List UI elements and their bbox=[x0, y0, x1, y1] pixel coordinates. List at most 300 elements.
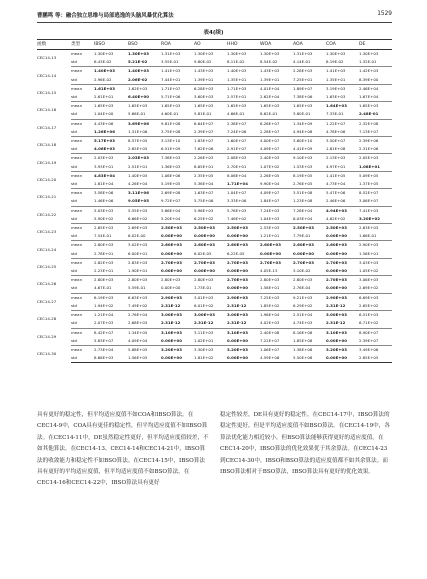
value-cell: 3.80E-01 bbox=[293, 110, 326, 119]
value-cell: 2.48E-01 bbox=[359, 110, 392, 119]
value-cell: 1.71E+07 bbox=[161, 85, 181, 91]
value-cell: 3.50E+07 bbox=[326, 138, 346, 144]
value-cell: 2.53E+03 bbox=[260, 225, 280, 231]
value-cell: 3.20E+03 bbox=[161, 346, 182, 352]
value-cell: 7.79E-01 bbox=[293, 232, 326, 241]
function-name-cell: CEC14-18 bbox=[37, 142, 57, 148]
value-cell: 5.59E-01 bbox=[128, 284, 161, 293]
value-cell: 3.01E+03 bbox=[194, 294, 214, 300]
value-cell: 2.31E+06 bbox=[359, 145, 392, 154]
value-cell: 0.00E+00 bbox=[161, 284, 194, 293]
value-cell: 1.67E+04 bbox=[359, 93, 392, 102]
value-cell: 2.03E+03 bbox=[128, 155, 149, 161]
value-cell: 0.00E+00 bbox=[227, 232, 260, 241]
value-cell: 1.81E+02 bbox=[194, 354, 227, 363]
value-cell: 1.81E+08 bbox=[326, 145, 359, 154]
value-cell: 6.01E+02 bbox=[194, 302, 227, 311]
value-cell: 8.16E+08 bbox=[293, 329, 313, 335]
function-name-cell: CEC14-25 bbox=[37, 263, 57, 269]
value-cell: 6.71E+02 bbox=[359, 319, 392, 328]
value-cell: 1.40E+03 bbox=[128, 68, 149, 74]
table-row bbox=[37, 276, 392, 285]
table-row bbox=[37, 197, 392, 206]
value-cell: 5.86E+04 bbox=[161, 207, 181, 213]
value-cell: 3.20E+02 bbox=[359, 215, 392, 224]
value-cell: 1.26E+06 bbox=[94, 128, 128, 137]
value-cell: 1.64E+03 bbox=[326, 103, 347, 109]
value-cell: 2.06E-02 bbox=[128, 76, 161, 85]
table-row bbox=[37, 154, 392, 163]
value-cell: 5.96E+03 bbox=[194, 207, 214, 213]
table-row bbox=[37, 119, 392, 128]
table-row bbox=[37, 67, 392, 76]
value-cell: 5.90E+02 bbox=[94, 215, 128, 224]
value-cell: 2.76E-04 bbox=[293, 284, 326, 293]
function-name-cell: CEC14-26 bbox=[37, 281, 57, 287]
value-cell: 3.49E+06 bbox=[359, 346, 379, 352]
value-cell: 2.31E-12 bbox=[326, 302, 359, 311]
value-cell: 2.35E+05 bbox=[194, 172, 214, 178]
value-cell: 2.69E+08 bbox=[161, 190, 181, 196]
value-cell: 7.46E+02 bbox=[227, 215, 260, 224]
value-cell: 3.11E+03 bbox=[194, 329, 214, 335]
value-cell: 1.30E+03 bbox=[227, 51, 247, 56]
statistic-type-cell: std bbox=[71, 337, 94, 346]
statistic-type-cell: mean bbox=[71, 172, 83, 178]
value-cell: 3.51E+08 bbox=[293, 190, 313, 196]
value-cell: 3.10E+03 bbox=[161, 329, 182, 335]
value-cell: 1.65E+03 bbox=[227, 103, 247, 109]
value-cell: 3.03E+03 bbox=[359, 259, 379, 265]
value-cell: 0.00E+00 bbox=[194, 232, 227, 241]
statistic-type-cell: std bbox=[71, 163, 94, 172]
value-cell: 3.58E+06 bbox=[94, 190, 114, 196]
value-cell: 2.69E+03 bbox=[128, 225, 148, 231]
column-header: AOA bbox=[293, 40, 326, 50]
value-cell: 2.70E+03 bbox=[326, 259, 347, 265]
value-cell: 6.02E-05 bbox=[194, 250, 227, 259]
value-cell: 1.60E+07 bbox=[227, 138, 247, 144]
value-cell: 0.00E+00 bbox=[227, 284, 260, 293]
value-cell: 7.49E+02 bbox=[128, 302, 161, 311]
value-cell: 5.21E-02 bbox=[128, 58, 161, 67]
value-cell: 2.62E+04 bbox=[260, 93, 293, 102]
value-cell: 2.80E+03 bbox=[194, 277, 214, 283]
value-cell: 1.62E+03 bbox=[128, 85, 148, 91]
value-cell: 2.08E+03 bbox=[227, 155, 247, 161]
table-row bbox=[37, 189, 392, 198]
value-cell: 1.40E+05 bbox=[128, 172, 148, 178]
value-cell: 7.22E+07 bbox=[260, 337, 293, 346]
value-cell: 1.94E+02 bbox=[94, 302, 128, 311]
function-name-cell: CEC14-13 bbox=[37, 55, 57, 61]
value-cell: 1.90E+01 bbox=[128, 267, 161, 276]
value-cell: 3.75E+08 bbox=[161, 128, 194, 137]
value-cell: 6.03E+04 bbox=[293, 215, 326, 224]
value-cell: 1.07E+02 bbox=[260, 163, 293, 172]
value-cell: 2.28E+03 bbox=[293, 68, 313, 74]
value-cell: 1.63E+07 bbox=[194, 190, 214, 196]
body-text-right-column bbox=[220, 410, 392, 478]
value-cell: 1.34E+05 bbox=[128, 329, 148, 335]
value-cell: 1.66E-01 bbox=[359, 232, 392, 241]
value-cell: 1.65E+03 bbox=[260, 103, 280, 109]
value-cell: 1.56E+01 bbox=[359, 250, 392, 259]
value-cell: 2.05E+03 bbox=[359, 155, 379, 161]
value-cell: 1.37E+05 bbox=[359, 180, 392, 189]
value-cell: 3.69E+06 bbox=[128, 120, 149, 126]
value-cell: 2.65E+05 bbox=[128, 145, 161, 154]
value-cell: 2.40E+03 bbox=[260, 155, 280, 161]
function-name-cell: CEC14-16 bbox=[37, 107, 57, 113]
value-cell: 2.50E+03 bbox=[326, 225, 347, 231]
value-cell: 1.38E+08 bbox=[293, 346, 313, 352]
statistic-type-cell: std bbox=[71, 145, 94, 154]
value-cell: 3.00E+03 bbox=[161, 312, 182, 318]
statistic-type-cell: mean bbox=[71, 277, 83, 283]
value-cell: 2.46E+04 bbox=[359, 85, 379, 91]
value-cell: 1.61E+03 bbox=[94, 85, 115, 91]
value-cell: 2.80E+03 bbox=[260, 277, 280, 283]
value-cell: 4.09E+04 bbox=[128, 337, 161, 346]
value-cell: 7.44E+01 bbox=[161, 76, 194, 85]
function-name-cell: CEC14-24 bbox=[37, 246, 57, 252]
value-cell: 1.21E+01 bbox=[260, 232, 293, 241]
value-cell: 6.00E+01 bbox=[128, 250, 161, 259]
value-cell: 1.84E+07 bbox=[260, 197, 293, 206]
statistic-type-cell: mean bbox=[71, 190, 83, 196]
value-cell: 1.83E+07 bbox=[194, 138, 214, 144]
value-cell: 3.93E+01 bbox=[94, 163, 128, 172]
value-cell: 4.09E+07 bbox=[260, 190, 280, 196]
value-cell: 2.39E+07 bbox=[359, 337, 392, 346]
value-cell: 4.05E-13 bbox=[260, 267, 293, 276]
value-cell: 3.20E+03 bbox=[227, 346, 248, 352]
table-row bbox=[37, 241, 392, 250]
column-header: DE bbox=[359, 40, 392, 50]
value-cell: 2.31E-12 bbox=[161, 319, 194, 328]
value-cell: 1.34E+09 bbox=[293, 120, 313, 126]
statistic-type-cell: std bbox=[71, 197, 94, 206]
statistic-type-cell: std bbox=[71, 302, 94, 311]
value-cell: 2.26E+03 bbox=[194, 155, 214, 161]
value-cell: 7.25E+03 bbox=[260, 294, 280, 300]
value-cell: 5.83E+07 bbox=[94, 337, 128, 346]
value-cell: 6.63E+03 bbox=[128, 294, 148, 300]
statistic-type-cell: mean bbox=[71, 225, 83, 231]
value-cell: 2.60E+03 bbox=[293, 242, 314, 248]
value-cell: 2.63E+03 bbox=[359, 225, 379, 231]
value-cell: 3.00E+03 bbox=[326, 312, 347, 318]
statistic-type-cell: std bbox=[71, 319, 94, 328]
value-cell: 1.41E+05 bbox=[326, 172, 346, 178]
value-cell: 2.31E-12 bbox=[326, 319, 359, 328]
value-cell: 2.65E+02 bbox=[359, 302, 392, 311]
value-cell: 3.33E+06 bbox=[227, 197, 260, 206]
value-cell: 4.43E+06 bbox=[94, 120, 114, 126]
value-cell: 1.65E+03 bbox=[194, 103, 214, 109]
column-header: BSO bbox=[128, 40, 161, 50]
column-header: IBSO bbox=[94, 40, 128, 50]
value-cell: 2.40E+08 bbox=[260, 329, 280, 335]
statistic-type-cell: mean bbox=[71, 120, 83, 126]
value-cell: 4.97E+01 bbox=[326, 163, 359, 172]
statistic-type-cell: std bbox=[71, 93, 94, 102]
value-cell: 7.33E-01 bbox=[326, 110, 359, 119]
value-cell: 5.20E+04 bbox=[161, 215, 194, 224]
value-cell: 3.20E+03 bbox=[326, 346, 347, 352]
value-cell: 3.11E+06 bbox=[128, 190, 149, 196]
value-cell: 0.00E+00 bbox=[161, 354, 194, 363]
table-row bbox=[37, 284, 392, 293]
value-cell: 2.78E+01 bbox=[94, 250, 128, 259]
value-cell: 3.60E+10 bbox=[293, 138, 313, 144]
value-cell: 2.70E+03 bbox=[260, 259, 281, 265]
value-cell: 2.07E+03 bbox=[94, 319, 128, 328]
value-cell: 2.39E+06 bbox=[359, 138, 379, 144]
value-cell: 2.68E+03 bbox=[128, 319, 161, 328]
value-cell: 1.89E+07 bbox=[293, 85, 313, 91]
value-cell: 2.85E+05 bbox=[359, 354, 392, 363]
value-cell: 1.35E+01 bbox=[227, 76, 260, 85]
value-cell: 1.40E+03 bbox=[227, 68, 247, 74]
function-name-cell: CEC14-14 bbox=[37, 72, 57, 78]
table-row bbox=[37, 128, 392, 137]
value-cell: 2.91E+07 bbox=[227, 145, 260, 154]
value-cell: 1.41E+03 bbox=[326, 68, 346, 74]
value-cell: 1.46E+06 bbox=[94, 197, 128, 206]
value-cell: 5.17E+03 bbox=[94, 138, 115, 144]
value-cell: 8.65E+01 bbox=[194, 163, 227, 172]
value-cell: 3.55E-01 bbox=[161, 58, 194, 67]
value-cell: 1.85E+08 bbox=[293, 337, 326, 346]
table-row bbox=[37, 110, 392, 119]
value-cell: 9.05E+05 bbox=[128, 197, 161, 206]
statistic-type-cell: mean bbox=[71, 242, 83, 248]
value-cell: 3.06E+07 bbox=[359, 197, 392, 206]
value-cell: 6.69E+03 bbox=[359, 294, 379, 300]
value-cell: 0.00E+00 bbox=[161, 267, 194, 276]
value-cell: 1.02E+01 bbox=[194, 337, 227, 346]
header-authors-title: 曹鹏鸣 等：融合独立思维与局部逃逸的头脑风暴优化算法 bbox=[37, 13, 174, 19]
function-name-cell: CEC14-19 bbox=[37, 159, 57, 165]
value-cell: 1.36E+03 bbox=[161, 163, 194, 172]
value-cell: 6.19E+03 bbox=[94, 294, 114, 300]
value-cell: 0.00E+00 bbox=[161, 337, 194, 346]
value-cell: 7.24E+03 bbox=[260, 207, 280, 213]
value-cell: 4.14E-01 bbox=[293, 58, 326, 67]
value-cell: 8.19E-02 bbox=[326, 58, 359, 67]
value-cell: 2.70E+01 bbox=[227, 163, 260, 172]
value-cell: 2.80E+03 bbox=[94, 277, 114, 283]
statistic-type-cell: std bbox=[71, 110, 94, 119]
value-cell: 1.35E+01 bbox=[326, 76, 359, 85]
value-cell: 2.50E+03 bbox=[293, 225, 314, 231]
value-cell: 2.28E+07 bbox=[260, 128, 293, 137]
value-cell: 7.41E+03 bbox=[359, 207, 379, 213]
value-cell: 0.00E+00 bbox=[227, 267, 260, 276]
value-cell: 1.71E+03 bbox=[227, 85, 247, 91]
value-cell: 3.10E+03 bbox=[326, 329, 347, 335]
statistic-type-cell: std bbox=[71, 58, 94, 67]
value-cell: 2.39E+07 bbox=[194, 128, 227, 137]
value-cell: 5.09E+05 bbox=[359, 172, 379, 178]
function-name-cell: CEC14-22 bbox=[37, 211, 57, 217]
value-cell: 2.70E+03 bbox=[227, 259, 248, 265]
value-cell: 4.94E+03 bbox=[326, 207, 347, 213]
value-cell: 4.26E+04 bbox=[128, 180, 161, 189]
table-row bbox=[37, 93, 392, 102]
value-cell: 7.28E+04 bbox=[293, 207, 313, 213]
statistic-type-cell: mean bbox=[71, 51, 83, 56]
value-cell: 2.50E+03 bbox=[194, 225, 215, 231]
value-cell: 6.22E-05 bbox=[227, 250, 260, 259]
body-text-left-column bbox=[37, 410, 209, 490]
value-cell: 2.31E-12 bbox=[161, 302, 194, 311]
value-cell: 5.75E+06 bbox=[194, 197, 227, 206]
value-cell: 3.30E+03 bbox=[194, 346, 214, 352]
table-row bbox=[37, 137, 392, 146]
value-cell: 2.65E+03 bbox=[94, 225, 114, 231]
value-cell: 8.06E+04 bbox=[227, 172, 247, 178]
statistic-type-cell: mean bbox=[71, 346, 83, 352]
value-cell: 2.70E+03 bbox=[194, 259, 215, 265]
value-cell: 2.50E+03 bbox=[161, 225, 182, 231]
value-cell: 0.00E+00 bbox=[326, 232, 359, 241]
value-cell: 1.30E+03 bbox=[260, 51, 280, 56]
statistic-type-cell: mean bbox=[71, 294, 83, 300]
value-cell: 6.29E+02 bbox=[293, 302, 326, 311]
table-row bbox=[37, 84, 392, 93]
table-row bbox=[37, 163, 392, 172]
value-cell: 1.06E+06 bbox=[161, 172, 181, 178]
value-cell: 2.70E+03 bbox=[161, 259, 182, 265]
value-cell: 4.73E+04 bbox=[326, 180, 359, 189]
value-cell: 4.62E+02 bbox=[326, 215, 359, 224]
table-row bbox=[37, 224, 392, 233]
value-cell: 6.40E+00 bbox=[128, 93, 161, 102]
value-cell: 8.57E+05 bbox=[128, 138, 148, 144]
value-cell: 6.26E+07 bbox=[260, 120, 280, 126]
value-cell: 0.00E+00 bbox=[326, 354, 359, 363]
value-cell: 2.70E+03 bbox=[293, 259, 314, 265]
value-cell: 0.00E+00 bbox=[326, 284, 359, 293]
statistic-type-cell: std bbox=[71, 180, 94, 189]
value-cell: 5.81E-01 bbox=[194, 110, 227, 119]
table-body bbox=[37, 50, 392, 363]
value-cell: 7.36E+03 bbox=[161, 155, 181, 161]
value-cell: 2.76E+05 bbox=[293, 180, 326, 189]
table-row bbox=[37, 50, 392, 59]
value-cell: 1.08E+01 bbox=[359, 163, 392, 172]
value-cell: 7.62E+06 bbox=[194, 145, 227, 154]
statistic-type-cell: mean bbox=[71, 155, 83, 161]
value-cell: 2.90E+03 bbox=[359, 242, 379, 248]
statistic-type-cell: mean bbox=[71, 103, 83, 109]
table-row bbox=[37, 250, 392, 259]
value-cell: 1.42E+03 bbox=[359, 68, 379, 74]
value-cell: 0.00E+00 bbox=[194, 267, 227, 276]
value-cell: 0.00E+00 bbox=[161, 232, 194, 241]
value-cell: 2.69E+02 bbox=[359, 284, 392, 293]
value-cell: 7.13E+07 bbox=[359, 128, 392, 137]
value-cell: 8.90E+07 bbox=[359, 329, 379, 335]
table-row bbox=[37, 215, 392, 224]
value-cell: 8.62E-01 bbox=[260, 110, 293, 119]
value-cell: 4.00E+07 bbox=[260, 138, 280, 144]
value-cell: 4.59E+06 bbox=[260, 354, 293, 363]
column-header: 类型 bbox=[71, 40, 94, 50]
value-cell: 5.76E+03 bbox=[227, 207, 247, 213]
table-row bbox=[37, 311, 392, 320]
value-cell: 1.63E+03 bbox=[326, 93, 359, 102]
function-name-cell: CEC14-20 bbox=[37, 176, 57, 182]
column-header: 函数 bbox=[37, 40, 71, 50]
table-row bbox=[37, 302, 392, 311]
value-cell: 3.02E+03 bbox=[128, 242, 148, 248]
value-cell: 2.51E+04 bbox=[293, 312, 313, 318]
statistic-type-cell: std bbox=[71, 232, 94, 241]
value-cell: 1.73E-01 bbox=[194, 284, 227, 293]
value-cell: 0.00E+00 bbox=[326, 250, 359, 259]
function-name-cell: CEC14-27 bbox=[37, 298, 57, 304]
function-name-cell: CEC14-28 bbox=[37, 316, 57, 322]
value-cell: 4.01E+04 bbox=[260, 85, 280, 91]
value-cell: 2.38E+07 bbox=[227, 120, 247, 126]
value-cell: 2.80E+03 bbox=[293, 277, 313, 283]
value-cell: 1.81E+04 bbox=[94, 180, 128, 189]
value-cell: 7.25E+01 bbox=[293, 76, 326, 85]
value-cell: 1.65E+03 bbox=[293, 103, 313, 109]
value-cell: 1.85E+02 bbox=[260, 302, 293, 311]
statistic-type-cell: mean bbox=[71, 329, 83, 335]
function-name-cell: CEC14-23 bbox=[37, 229, 57, 235]
value-cell: 1.65E+03 bbox=[161, 103, 181, 109]
table-row bbox=[37, 232, 392, 241]
value-cell: 7.24E+06 bbox=[227, 128, 260, 137]
value-cell: 2.90E+03 bbox=[227, 294, 248, 300]
value-cell: 0.00E+00 bbox=[326, 267, 359, 276]
value-cell: 8.39E+00 bbox=[359, 76, 392, 85]
value-cell: 1.53E+03 bbox=[293, 163, 326, 172]
table-row bbox=[37, 171, 392, 180]
value-cell: 2.23E+01 bbox=[94, 267, 128, 276]
value-cell: 8.68E+03 bbox=[94, 354, 128, 363]
value-cell: 2.90E+03 bbox=[161, 294, 182, 300]
function-name-cell: CEC14-30 bbox=[37, 351, 57, 356]
value-cell: 8.11E-02 bbox=[227, 58, 260, 67]
value-cell: 2.70E+03 bbox=[326, 277, 347, 283]
value-cell: 5.71E+06 bbox=[161, 93, 194, 102]
value-cell: 2.03E+03 bbox=[94, 155, 114, 161]
value-cell: 4.78E+06 bbox=[326, 128, 359, 137]
value-cell: 2.60E+03 bbox=[227, 242, 248, 248]
value-cell: 2.90E+03 bbox=[326, 294, 347, 300]
value-cell: 2.31E-12 bbox=[194, 319, 227, 328]
statistic-type-cell: mean bbox=[71, 207, 83, 213]
value-cell: 2.80E+03 bbox=[128, 277, 148, 283]
table-row bbox=[37, 145, 392, 154]
value-cell: 3.10E-02 bbox=[293, 267, 326, 276]
value-cell: 1.31E+03 bbox=[161, 51, 181, 56]
statistic-type-cell: std bbox=[71, 215, 94, 224]
statistic-type-cell: std bbox=[71, 76, 94, 85]
function-name-cell: CEC14-21 bbox=[37, 194, 57, 200]
table-row bbox=[37, 354, 392, 363]
value-cell: 0.00E+00 bbox=[161, 250, 194, 259]
value-cell: 1.65E+03 bbox=[94, 103, 114, 109]
value-cell: 3.10E+03 bbox=[227, 329, 248, 335]
